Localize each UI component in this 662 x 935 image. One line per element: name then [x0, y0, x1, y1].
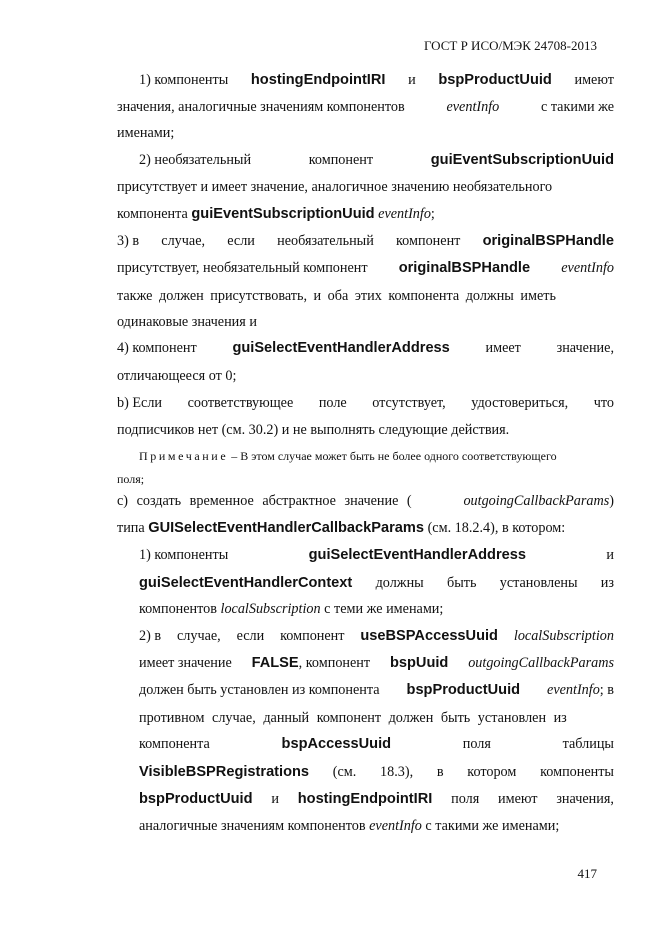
- note-line: поля;: [117, 472, 145, 486]
- term-useBSPAccessUuid: useBSPAccessUuid: [360, 628, 498, 644]
- text-line: [139, 817, 559, 835]
- conjunction: и: [271, 791, 279, 807]
- item-number: b) Если: [117, 395, 163, 411]
- text-line: [139, 574, 614, 592]
- conjunction: и: [606, 547, 614, 563]
- word: должны: [375, 575, 424, 591]
- text-line: [117, 492, 614, 510]
- word: быть: [447, 575, 477, 591]
- text-line: [139, 627, 614, 645]
- item-number: 2) в: [139, 628, 162, 644]
- text-fragment: (см. 18.2.4), в котором:: [424, 520, 566, 536]
- punctuation: ;: [430, 206, 435, 222]
- text-fragment: с теми же именами;: [320, 601, 444, 617]
- text-line: [117, 205, 435, 223]
- item-number: 1) компоненты: [139, 547, 229, 563]
- term-guiEventSubscriptionUuid: guiEventSubscriptionUuid: [430, 152, 614, 168]
- text-line: [139, 763, 614, 781]
- punctuation: ): [609, 493, 614, 509]
- term-eventInfo: eventInfo: [369, 818, 422, 834]
- term-eventInfo: eventInfo: [378, 206, 431, 222]
- text-line: [139, 71, 614, 89]
- term-FALSE: FALSE: [251, 655, 299, 671]
- word: случае,: [176, 628, 221, 644]
- word: случае,: [161, 233, 206, 249]
- word: компонент: [396, 233, 461, 249]
- text-fragment: ; в: [599, 682, 614, 698]
- term-originalBSPHandle: originalBSPHandle: [482, 233, 614, 249]
- word: соответствующее: [187, 395, 294, 411]
- word: в: [436, 764, 444, 780]
- text-line: [139, 654, 614, 672]
- word: значение,: [556, 340, 614, 356]
- text-line: [117, 339, 614, 357]
- word: необязательный: [277, 233, 374, 249]
- note-line: [139, 447, 557, 465]
- word: компоненты: [540, 764, 614, 780]
- word: компонент: [280, 628, 345, 644]
- term-VisibleBSPRegistrations: VisibleBSPRegistrations: [139, 764, 310, 780]
- term-bspAccessUuid: bspAccessUuid: [281, 736, 392, 752]
- word: что: [593, 395, 614, 411]
- text-line: [117, 394, 614, 412]
- text-line: [117, 98, 614, 116]
- text-line: именами;: [117, 125, 175, 141]
- term-hostingEndpointIRI: hostingEndpointIRI: [297, 791, 433, 807]
- term-localSubscription: localSubscription: [220, 601, 321, 617]
- item-number: 1) компоненты: [139, 72, 229, 88]
- term-hostingEndpointIRI: hostingEndpointIRI: [250, 72, 386, 88]
- word: компонента: [117, 206, 188, 222]
- text-line: [117, 259, 614, 277]
- text-line: [139, 600, 443, 618]
- word: установлены: [499, 575, 578, 591]
- term-eventInfo: eventInfo: [547, 682, 600, 698]
- term-bspProductUuid: bspProductUuid: [438, 72, 552, 88]
- word: имеет: [485, 340, 521, 356]
- note-text: – В этом случае может быть не более одного соответствующего: [228, 449, 557, 463]
- word: удостовериться,: [471, 395, 569, 411]
- text-fragment: аналогичные значениям компонентов: [139, 818, 366, 834]
- text-fragment: c) создать временное абстрактное значение (: [117, 493, 412, 509]
- text-line: [117, 232, 614, 250]
- text-line: [117, 178, 614, 196]
- item-number: 3) в: [117, 233, 140, 249]
- item-number: 4) компонент: [117, 340, 197, 356]
- text-fragment: значения, аналогичные значениям компонентов: [117, 99, 405, 115]
- text-fragment: присутствует и имеет значение, аналогичное значению необязательного: [117, 179, 553, 195]
- term-eventInfo: eventInfo: [446, 99, 500, 115]
- word: если: [227, 233, 255, 249]
- conjunction: и: [408, 72, 416, 88]
- term-outgoingCallbackParams: outgoingCallbackParams: [463, 493, 610, 509]
- term-guiSelectEventHandlerContext: guiSelectEventHandlerContext: [139, 575, 353, 591]
- word: если: [236, 628, 265, 644]
- page-number: 417: [577, 866, 597, 881]
- text-line: [139, 151, 614, 169]
- term-localSubscription: localSubscription: [513, 628, 614, 644]
- word: типа: [117, 520, 145, 536]
- note-label: Примечание: [139, 449, 229, 463]
- document-header: ГОСТ Р ИСО/МЭК 24708-2013: [423, 38, 597, 53]
- term-eventInfo: eventInfo: [561, 260, 614, 276]
- word: отсутствует,: [372, 395, 446, 411]
- term-guiSelectEventHandlerAddress: guiSelectEventHandlerAddress: [308, 547, 526, 563]
- text-line: [139, 790, 614, 808]
- word: 18.3),: [380, 764, 414, 780]
- text-fragment: противном случае, данный компонент должен быть установлен из: [139, 710, 567, 726]
- word: поле: [318, 395, 347, 411]
- text-line: подписчиков нет (см. 30.2) и не выполнять следующие действия.: [117, 422, 510, 438]
- text-line: одинаковые значения и: [117, 314, 257, 330]
- term-outgoingCallbackParams: outgoingCallbackParams: [468, 655, 614, 671]
- word: (см.: [332, 764, 357, 780]
- word: компонент: [308, 152, 374, 168]
- text-fragment: с такими же именами;: [421, 818, 560, 834]
- text-line: [139, 735, 614, 753]
- word: компонентов: [139, 601, 217, 617]
- item-number: 2) необязательный: [139, 152, 252, 168]
- word: имеют: [574, 72, 614, 88]
- text-line: [139, 681, 614, 699]
- term-bspProductUuid: bspProductUuid: [139, 791, 253, 807]
- text-fragment: , компонент: [298, 655, 371, 671]
- text-fragment: присутствует, необязательный компонент: [117, 260, 368, 276]
- word: компонента: [139, 736, 210, 752]
- text-line: [117, 519, 565, 537]
- text-line: также должен присутствовать, и оба этих компонента должны иметь: [117, 288, 556, 304]
- term-bspProductUuid: bspProductUuid: [406, 682, 521, 698]
- word: имеют: [498, 791, 538, 807]
- term-guiEventSubscriptionUuid: guiEventSubscriptionUuid: [191, 206, 375, 222]
- word: поля: [451, 791, 480, 807]
- term-bspUuid: bspUuid: [389, 655, 449, 671]
- text-line: [139, 546, 614, 564]
- word: значения,: [556, 791, 614, 807]
- text-line: отличающееся от 0;: [117, 368, 237, 384]
- word: таблицы: [562, 736, 614, 752]
- term-originalBSPHandle: originalBSPHandle: [398, 260, 531, 276]
- term-guiSelectEventHandlerAddress: guiSelectEventHandlerAddress: [232, 340, 450, 356]
- text-fragment: имеет значение: [139, 655, 232, 671]
- text-line: [139, 709, 614, 727]
- term-GUISelectEventHandlerCallbackParams: GUISelectEventHandlerCallbackParams: [148, 520, 425, 536]
- text-fragment: с такими же: [540, 99, 614, 115]
- word: поля: [462, 736, 491, 752]
- word: из: [600, 575, 614, 591]
- word: котором: [467, 764, 517, 780]
- text-fragment: должен быть установлен из компонента: [139, 682, 380, 698]
